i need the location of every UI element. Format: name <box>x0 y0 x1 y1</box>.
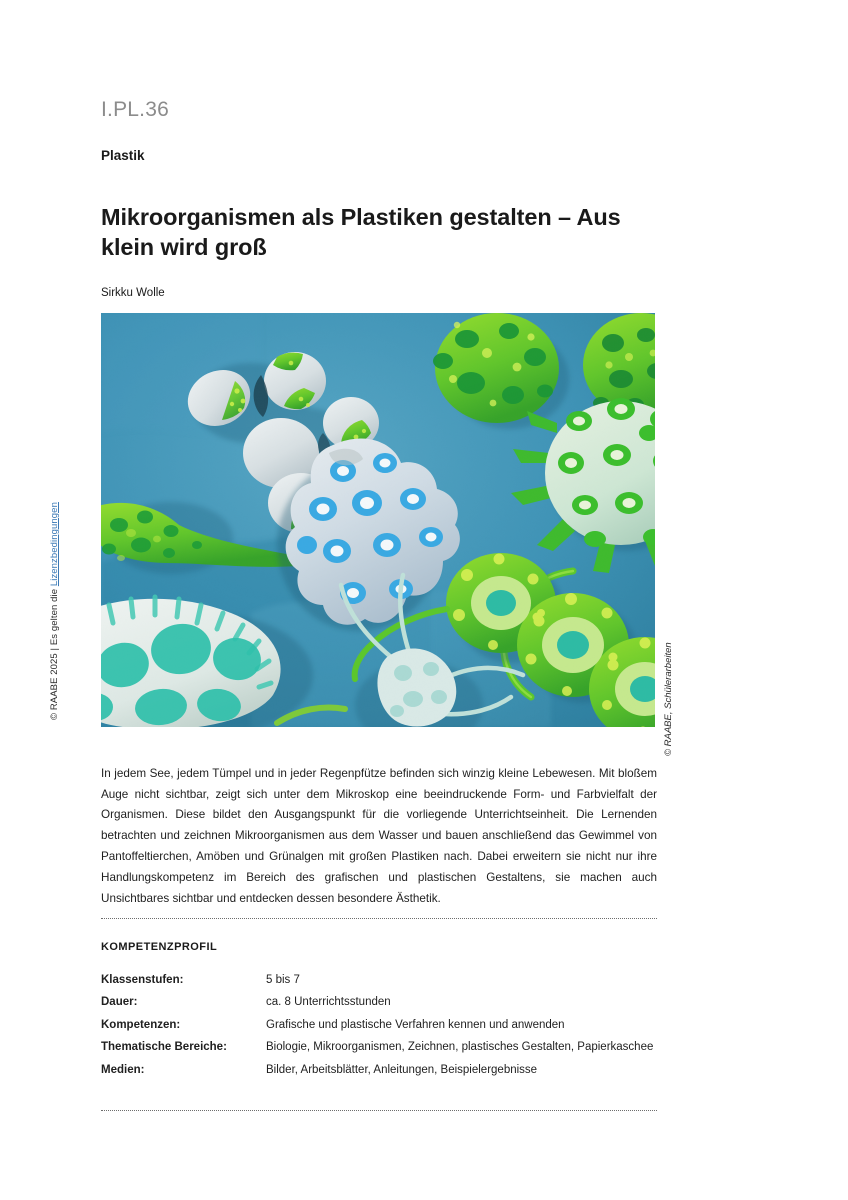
row-label: Medien: <box>101 1063 145 1076</box>
divider-top <box>101 918 657 920</box>
table-row <box>101 1062 657 1084</box>
row-label: Dauer: <box>101 996 138 1009</box>
table-row <box>101 994 657 1016</box>
photo-credit: © RAABE, Schülerarbeiten <box>663 642 674 756</box>
copyright-text: © RAABE 2025 | Es gelten die <box>49 586 60 720</box>
competency-profile-body <box>101 972 657 1084</box>
row-value: Grafische und plastische Verfahren kennen und anwenden <box>266 1018 565 1031</box>
table-row <box>101 1017 657 1039</box>
competency-profile-heading: KOMPETENZPROFIL <box>101 941 218 953</box>
row-label: Thematische Bereiche: <box>101 1041 227 1054</box>
divider-bottom <box>101 1110 657 1112</box>
row-label: Klassenstufen: <box>101 974 184 986</box>
page-title: Mikroorganismen als Plastiken gestalten – Aus klein wird groß <box>101 203 621 260</box>
row-value: Bilder, Arbeitsblätter, Anleitungen, Beispielergebnisse <box>266 1063 538 1076</box>
license-conditions-link[interactable]: Lizenzbedingungen <box>49 502 60 587</box>
competency-profile-table <box>101 972 657 1084</box>
cover-photo <box>101 313 655 727</box>
chapter-code: I.PL.36 <box>101 98 169 121</box>
row-label: Kompetenzen: <box>101 1018 181 1031</box>
category-label: Plastik <box>101 148 145 163</box>
cover-photo-illustration <box>101 313 655 727</box>
intro-paragraph: In jedem See, jedem Tümpel und in jeder Regenpfütze befinden sich winzig kleine Lebewesen. Mit bloßem Auge nicht sichtbar, zeigt sich unter dem Mikroskop eine beeindruckende Form- und Farbvielfalt der Organismen. Diese bildet den Ausgangspunkt für die vorliegende Unterrichtseinheit. Die Lernenden betrachten und zeichnen Mikroorganismen aus dem Wasser und bauen anschließend das Gewimmel von Pantoffeltierchen, Amöben und Grünalgen mit großen Plastiken nach. Dabei erweitern sie nicht nur ihre Handlungskompetenz im Bereich des grafischen und plastischen Gestaltens, sie machen auch Unsichtbares sichtbar und entdecken dessen besondere Ästhetik. <box>101 766 657 905</box>
author-name: Sirkku Wolle <box>101 287 165 299</box>
row-value: ca. 8 Unterrichtsstunden <box>266 996 391 1009</box>
table-row <box>101 1039 657 1061</box>
row-value: 5 bis 7 <box>266 974 300 986</box>
side-copyright-notice <box>44 420 66 720</box>
table-row <box>101 972 657 994</box>
row-value: Biologie, Mikroorganismen, Zeichnen, plastisches Gestalten, Papierkaschee <box>266 1041 654 1054</box>
